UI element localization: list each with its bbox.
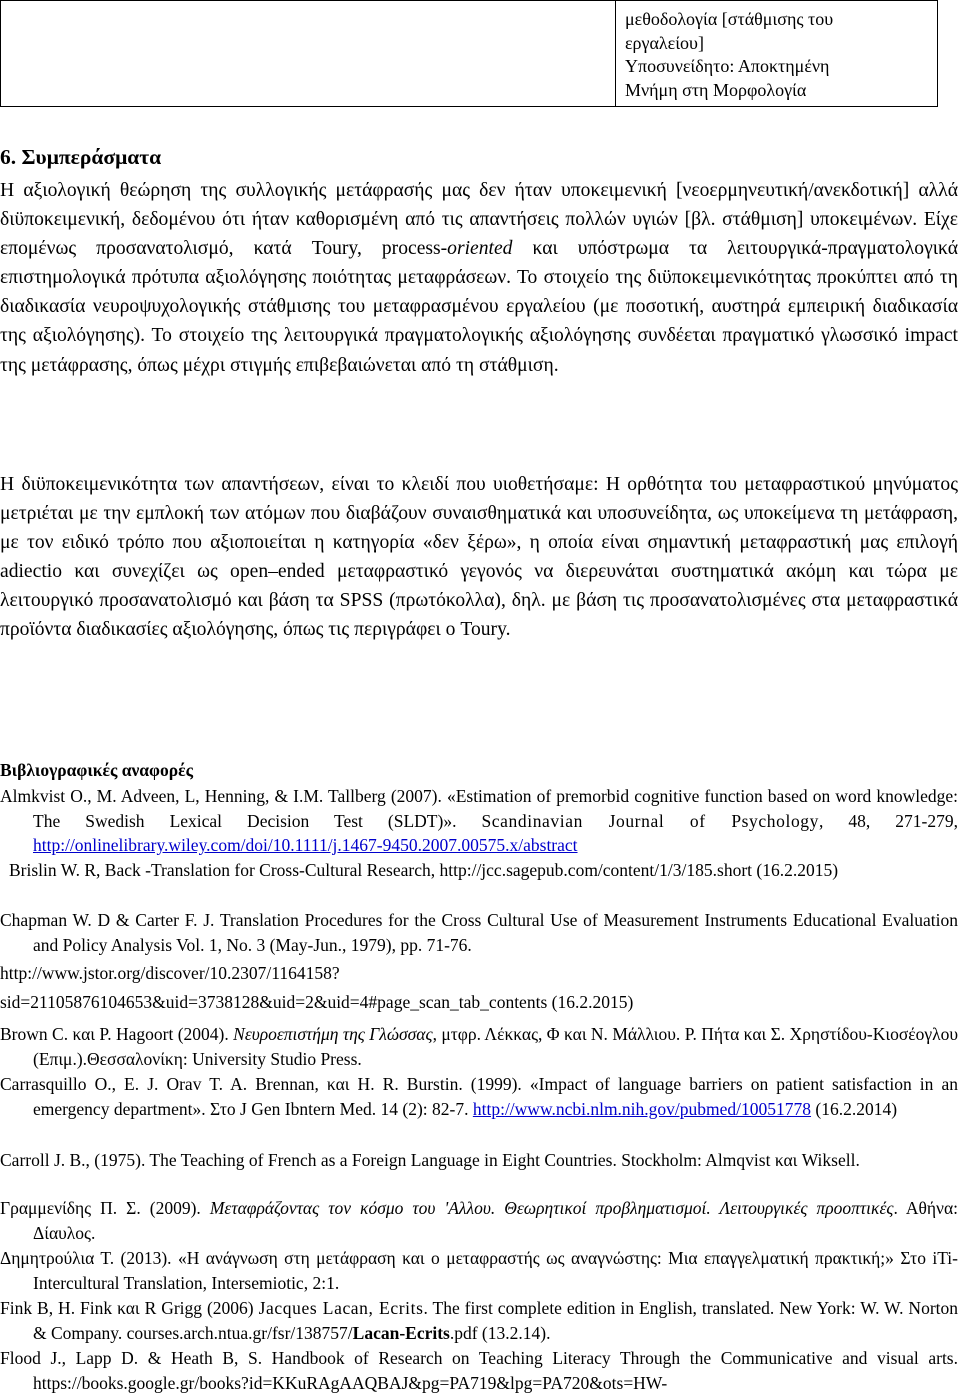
reference-grammenidis <box>0 1196 958 1245</box>
reference-link[interactable]: http://onlinelibrary.wiley.com/doi/10.1111/j.1467-9450.2007.00575.x/abstract <box>33 835 578 855</box>
conclusion-paragraph-2: Η διϋποκειμενικότητα των απαντήσεων, είναι το κλειδί που υιοθετήσαμε: Η ορθότητα του μεταφραστικού μηνύματος μετριέται με την εμπλοκή των ατόμων που διαβάζουν συναισθηματικά και υποσυνείδητα, ως υποκείμενα τη μετάφραση, με τον ειδικό τρόπο που αξιοποιείται η κατηγορία «δεν ξέρω», η οποία είναι σημαντική μεταφραστική μας επιλογή adiectio και συνεχίζει ως open–ended μεταφραστικό γεγονός να διερευνάται συστηματικά ακόμη και τώρα με λειτουργικό προσανατολισμό και βάση τα SPSS (πρωτόκολλα), δηλ. με βάση τις προσανατολισμένες στα μεταφραστικά προϊόντα διαδικασίες αξιολόγησης, όπως τις περιγράφει ο Toury. <box>0 474 958 641</box>
reference-carrasquillo <box>0 1072 958 1121</box>
reference-text: Fink B, H. Fink και R Grigg (2006) <box>0 1298 259 1318</box>
reference-text: . Αθήνα: Δίαυλος. <box>33 1198 958 1243</box>
reference-text: .pdf (13.2.14). <box>449 1322 551 1343</box>
table-cell-methodology <box>616 1 938 107</box>
reference-text: Chapman W. D & Carter F. J. Translation Procedures for the Cross Cultural Use of Measurement Instruments <box>0 910 793 930</box>
reference-text: http://www.jstor.org/discover/10.2307/1164158? <box>0 963 340 983</box>
reference-text: Educational Evaluation and Policy Analysis Vol. 1, No. 3 (May-Jun., 1979), pp. 71-76. <box>33 910 958 955</box>
reference-bold-file: Lacan-Ecrits <box>352 1322 450 1343</box>
paragraph-italic-term: oriented <box>447 238 513 260</box>
reference-text: Γραμμενίδης Π. Σ. (2009). <box>0 1198 210 1218</box>
reference-text: , 48, 271-279, <box>819 810 959 831</box>
reference-text: sid=21105876104653&uid=3738128&uid=2&uid=4#page_scan_tab_contents (16.2.2015) <box>0 991 634 1012</box>
reference-text: Brown C. και P. Hagoort (2004). <box>0 1024 234 1044</box>
reference-title: Jacques Lacan, Ecrits <box>258 1298 424 1318</box>
reference-link[interactable]: http://www.ncbi.nlm.nih.gov/pubmed/10051778 <box>472 1098 812 1119</box>
reference-text: , μτφρ. Λέκκας, Φ και N. Μάλλιου. Ρ. Πήτα και Σ. Χρηστίδου-Κιοσέογλου (Επιμ.).Θεσσαλονίκη: University Studio Press. <box>33 1024 958 1069</box>
table-cell-line: μεθοδολογία [στάθμισης του <box>625 9 834 29</box>
reference-text: Carrasquillo O., E. J. Orav T. A. Brennan, και H. R. Burstin. (1999). «Impact of language barriers on patient satisfaction in an emergency department». Στο J Gen Ibntern Med. 14 (2): 82-7. <box>0 1074 958 1119</box>
reference-fink <box>0 1296 958 1345</box>
reference-dimitroulia: Δημητρούλια Τ. (2013). «Η ανάγνωση στη μετάφραση και ο μεταφραστής ως αναγνώστης: Μια επαγγελματική πρακτική;» Στο iTi- Intercultural Translation, Intersemiotic, 2:1. <box>0 1248 958 1293</box>
reference-italic-title: Νευροεπιστήμη της Γλώσσας <box>233 1024 433 1044</box>
reference-chapman <box>0 908 958 1014</box>
reference-text: Almkvist O., M. Adveen, L, Henning, & I.M. Tallberg (2007). «Estimation of premorbid cognitive function based on word knowledge: The Swedish Lexical Decision Test (SLDT)». <box>0 786 958 831</box>
methodology-table <box>0 0 938 107</box>
table-cell-line: Μνήμη στη Μορφολογία <box>625 79 807 100</box>
table-cell-empty <box>1 1 616 107</box>
paragraph-text: και υπόστρωμα τα λειτουργικά-πραγματολογικά επιστημολογικά πρότυπα αξιολόγησης ποιότητας μεταφράσεων. Το στοιχείο της διϋποκειμενικότητας προκύπτει από τη διαδικασία νευροψυχολογικής στάθμισης του μεταφρασμένου εργαλείου (με ποσοτική, αυστηρά εμπειρική διαδικασία της αξιολόγησης). Το στοιχείο της λειτουργικά πραγματολογικής αξιολόγησης συνδέεται πραγματικό γλωσσικό impact της μετάφρασης, όπως μέχρι στιγμής επιβεβαιώνεται από τη στάθμιση. <box>0 238 958 376</box>
reference-italic-title: Μεταφράζοντας τον κόσμο του 'Αλλου. Θεωρητικοί προβληματισμοί. Λειτουργικές προοπτικές <box>209 1198 894 1218</box>
reference-carroll: Carroll J. B., (1975). The Teaching of French as a Foreign Language in Eight Countries. Stockholm: Almqvist και Wiksell. <box>0 1150 860 1170</box>
reference-brislin: Brislin W. R, Back -Translation for Cross-Cultural Research, http://jcc.sagepub.com/content/1/3/185.short (16.2.2015) <box>9 860 839 880</box>
reference-text: . The first complete edition in English, translated. New York: W. W. Norton & Company. courses.arch.ntua.gr/fsr/138757/ <box>33 1298 959 1343</box>
reference-text: (16.2.2014) <box>811 1098 898 1119</box>
reference-flood: Flood J., Lapp D. & Heath B, S. Handbook of Research on Teaching Literacy Through the Communicative and visual arts. https://books.google.gr/books?id=KKuRAgAAQBAJ&pg=PA719&lpg=PA720&ots=HW- <box>0 1348 958 1393</box>
table-cell-line: εργαλείου] <box>625 32 704 53</box>
references-heading: Βιβλιογραφικές αναφορές <box>0 760 193 780</box>
reference-almkvist <box>0 784 958 858</box>
paragraph-text: Η αξιολογική θεώρηση της συλλογικής μετάφρασής μας δεν ήταν υποκειμενική [νεοερμηνευτική/ανεκδοτική] αλλά διϋποκειμενική, δεδομένου ότι ήταν καθορισμένη από τις απαντήσεις πολλών υγιών [βλ. στάθμιση] υποκειμένων. Είχε επομένως προσανατολισμό, κατά Toury, process- <box>0 180 958 260</box>
section-heading: 6. Συμπεράσματα <box>0 145 162 169</box>
conclusion-paragraph-1 <box>0 176 958 380</box>
reference-journal: Scandinavian Journal of Psychology <box>481 810 819 831</box>
table-row <box>1 1 938 107</box>
reference-brown <box>0 1022 958 1071</box>
table-cell-line: Υποσυνείδητο: Αποκτημένη <box>625 56 830 76</box>
